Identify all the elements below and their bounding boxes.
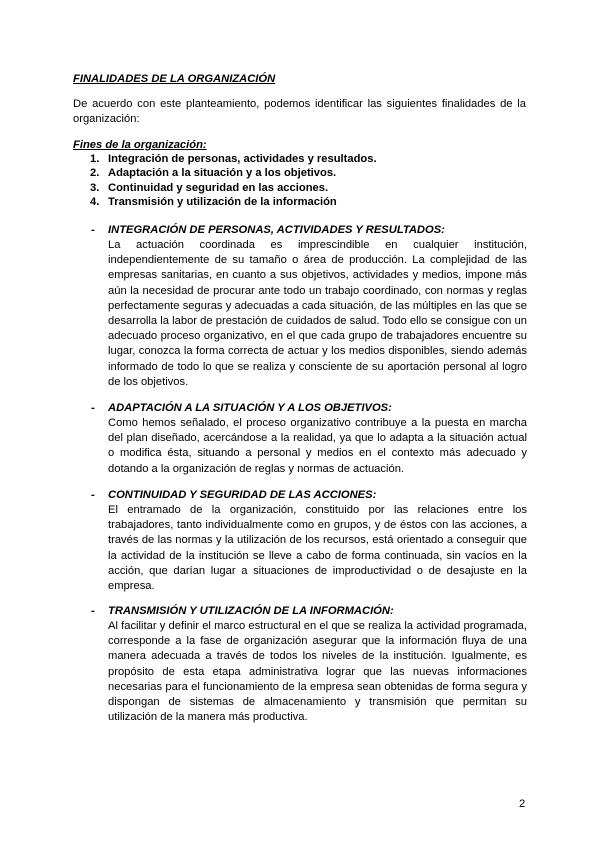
section-body: Al facilitar y definir el marco estructural en el que se realiza la actividad programada, corresponde a la fase de organización asegurar que la información fluya de una manera adecuada a través de todos los niveles de la institución. Igualmente, es propósito de esta etapa administrativa lograr que las nuevas informaciones necesarias para el funcionamiento de la empresa sean obtenidas de forma segura y dispongan de sistemas de almacenamiento y transmisión que permitan su utilización de la manera más productiva. — [108, 620, 527, 724]
section-body: Como hemos señalado, el proceso organizativo contribuye a la puesta en marcha del plan diseñado, acercándose a la realidad, ya que lo adapta a la situación actual o modifica ésta, situando a personal y medios en el contexto más adecuado y dotando a la organización de reglas y normas de actuación. — [108, 417, 527, 475]
fines-list — [90, 152, 377, 210]
list-item-number: 3. — [90, 181, 100, 194]
section-bullet: - — [91, 489, 95, 501]
list-item — [90, 195, 377, 209]
list-item — [90, 181, 377, 195]
page-title: FINALIDADES DE LA ORGANIZACIÓN — [73, 73, 276, 85]
list-item-text: Integración de personas, actividades y resultados. — [108, 153, 377, 165]
list-item-text: Adaptación a la situación y a los objetivos. — [108, 167, 337, 180]
list-item — [90, 166, 377, 180]
fines-heading: Fines de la organización: — [73, 139, 207, 151]
section-bullet: - — [91, 224, 95, 236]
list-item-number: 4. — [90, 196, 100, 209]
section-title: INTEGRACIÓN DE PERSONAS, ACTIVIDADES Y RESULTADOS: — [108, 224, 445, 236]
section-title: TRANSMISIÓN Y UTILIZACIÓN DE LA INFORMACIÓN: — [108, 605, 394, 617]
list-item-text: Transmisión y utilización de la información — [108, 196, 337, 209]
section-title: CONTINUIDAD Y SEGURIDAD DE LAS ACCIONES: — [108, 489, 377, 501]
section-bullet: - — [91, 402, 95, 414]
page-number: 2 — [519, 798, 526, 810]
section-bullet: - — [91, 605, 95, 617]
list-item — [90, 152, 377, 166]
section-body: La actuación coordinada es imprescindible en cualquier institución, independientemente de su tamaño o área de producción. La complejidad de las empresas sanitarias, en cuanto a sus objetivos, actividades y medios, impone más aún la necesidad de procurar ante todo un trabajo coordinado, con normas y reglas perfectamente seguras y adecuadas a cada situación, de las múltiples en las que se desarrolla la labor de prestación de cuidados de salud. Todo ello se consigue con un adecuado proceso organizativo, en el que cada grupo de trabajadores encuentre su lugar, conozca la forma correcta de actuar y los medios disponibles, siendo además informado de todo lo que se realiza y consciente de su aportación personal al logro de los objetivos. — [108, 239, 527, 388]
list-item-text: Continuidad y seguridad en las acciones. — [108, 181, 329, 194]
list-item-number: 1. — [90, 153, 100, 165]
section-body: El entramado de la organización, constituido por las relaciones entre los trabajadores, tanto individualmente como en grupos, y de éstos con las acciones, a través de las normas y la utilización de los recursos, está orientado a conseguir que la actividad de la institución se lleve a cabo de forma continuada, sin vacíos en la acción, que darían lugar a situaciones de improductividad o de desajuste en la empresa. — [108, 504, 527, 593]
section-title: ADAPTACIÓN A LA SITUACIÓN Y A LOS OBJETIVOS: — [108, 402, 392, 414]
list-item-number: 2. — [90, 167, 100, 180]
intro-paragraph: De acuerdo con este planteamiento, podemos identificar las siguientes finalidades de la organización: — [73, 98, 526, 126]
